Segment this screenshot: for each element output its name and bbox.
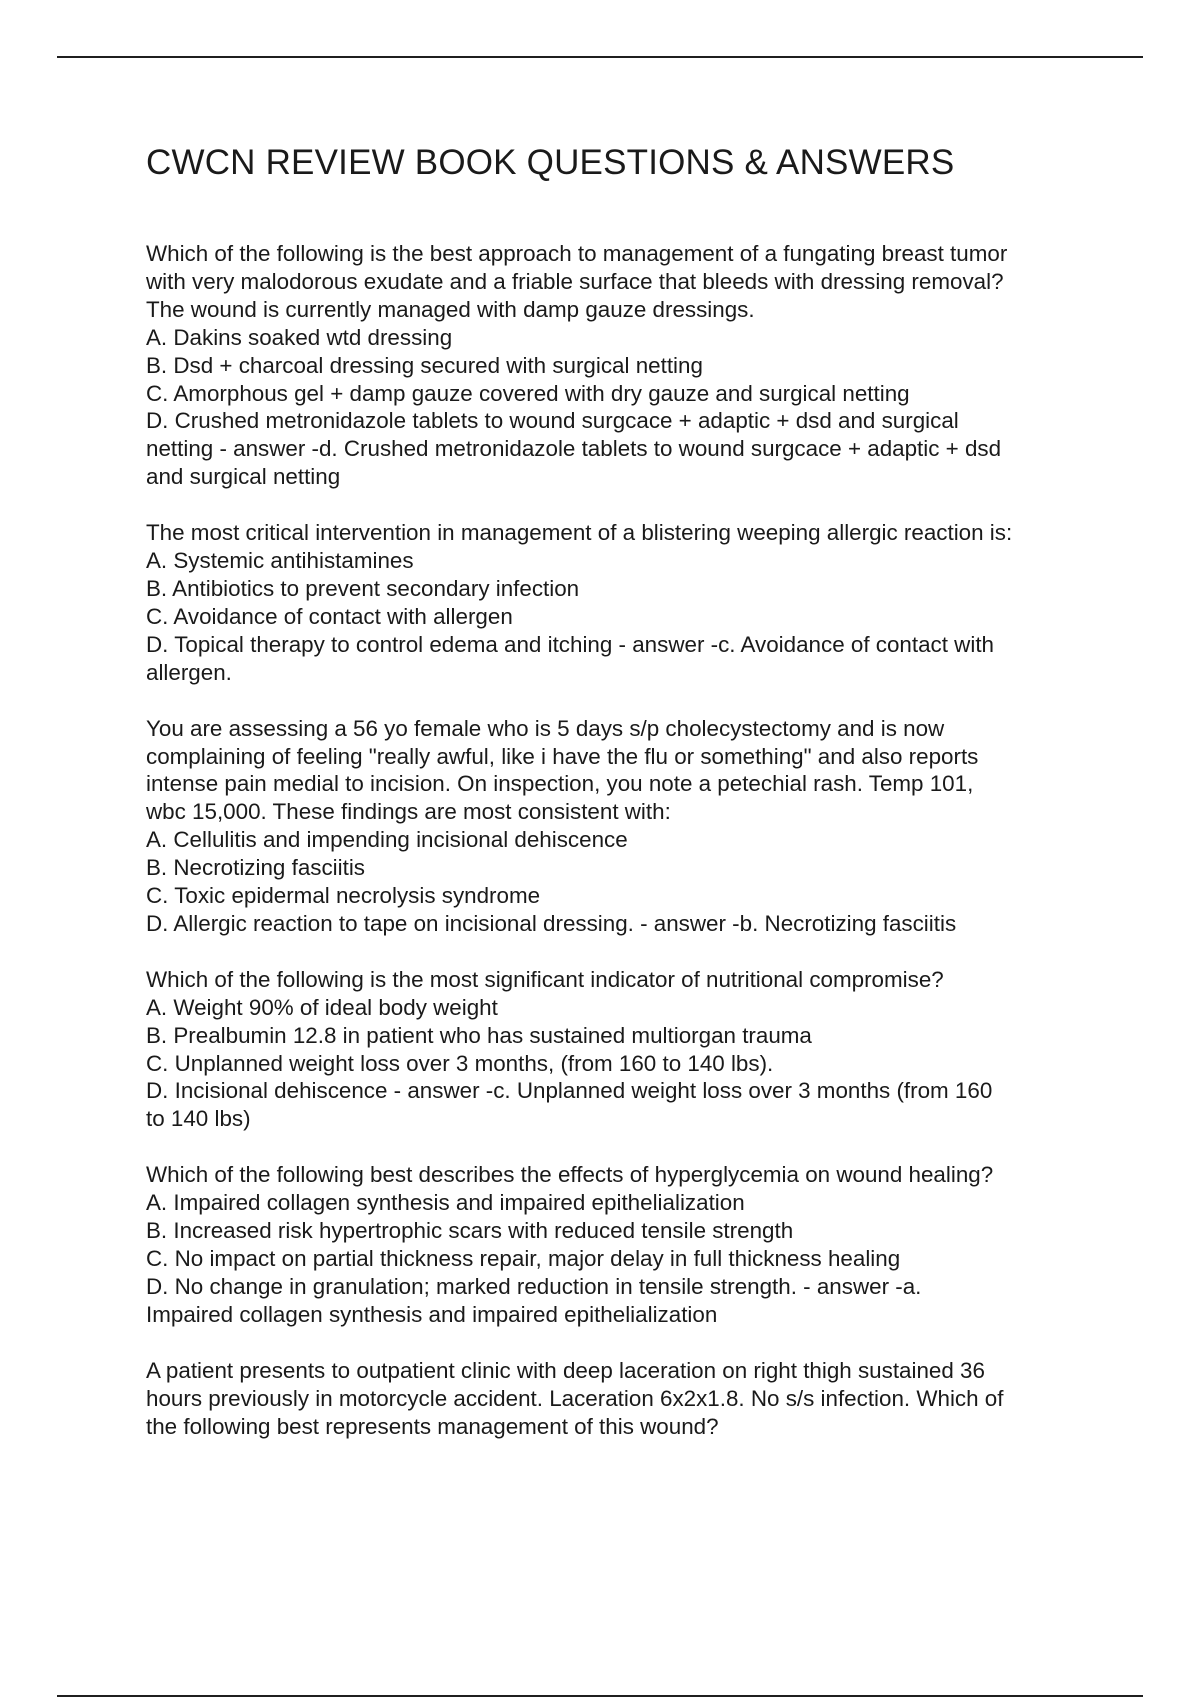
document-page xyxy=(146,140,1096,1468)
text-line: C. Unplanned weight loss over 3 months, (from 160 to 140 lbs). xyxy=(146,1050,774,1076)
text-line: A. Dakins soaked wtd dressing xyxy=(146,324,453,350)
text-line: with very malodorous exudate and a friable surface that bleeds with dressing removal? xyxy=(146,268,1004,294)
text-line: D. Crushed metronidazole tablets to wound surgcace + adaptic + dsd and surgical xyxy=(146,408,959,434)
text-line: netting - answer -d. Crushed metronidazole tablets to wound surgcace + adaptic + dsd xyxy=(146,436,1002,462)
text-line: B. Dsd + charcoal dressing secured with surgical netting xyxy=(146,352,703,378)
text-line: A. Impaired collagen synthesis and impaired epithelialization xyxy=(146,1190,745,1216)
text-line: allergen. xyxy=(146,659,232,685)
question-block xyxy=(146,519,1096,686)
text-line: D. Allergic reaction to tape on incisional dressing. - answer -b. Necrotizing fasciitis xyxy=(146,910,957,936)
text-line: D. Incisional dehiscence - answer -c. Unplanned weight loss over 3 months (from 160 xyxy=(146,1078,993,1104)
bottom-divider xyxy=(57,1695,1143,1697)
question-block xyxy=(146,240,1096,491)
text-line: C. Avoidance of contact with allergen xyxy=(146,603,513,629)
text-line: B. Antibiotics to prevent secondary infection xyxy=(146,575,580,601)
text-line: A patient presents to outpatient clinic with deep laceration on right thigh sustained 36 xyxy=(146,1357,985,1383)
text-line: A. Systemic antihistamines xyxy=(146,548,414,574)
text-line: B. Increased risk hypertrophic scars with reduced tensile strength xyxy=(146,1218,794,1244)
text-line: the following best represents management of this wound? xyxy=(146,1413,719,1439)
text-line: and surgical netting xyxy=(146,464,341,490)
text-line: You are assessing a 56 yo female who is 5 days s/p cholecystectomy and is now xyxy=(146,715,945,741)
text-line: C. Toxic epidermal necrolysis syndrome xyxy=(146,883,541,909)
question-list xyxy=(146,240,1096,1440)
text-line: C. Amorphous gel + damp gauze covered with dry gauze and surgical netting xyxy=(146,380,910,406)
text-line: D. No change in granulation; marked reduction in tensile strength. - answer -a. xyxy=(146,1273,922,1299)
question-block xyxy=(146,966,1096,1133)
text-line: Which of the following is the most significant indicator of nutritional compromise? xyxy=(146,966,944,992)
text-line: B. Necrotizing fasciitis xyxy=(146,855,365,881)
question-block xyxy=(146,1161,1096,1328)
text-line: hours previously in motorcycle accident. Laceration 6x2x1.8. No s/s infection. Which of xyxy=(146,1385,1004,1411)
text-line: Impaired collagen synthesis and impaired epithelialization xyxy=(146,1301,718,1327)
text-line: A. Weight 90% of ideal body weight xyxy=(146,994,498,1020)
text-line: A. Cellulitis and impending incisional dehiscence xyxy=(146,827,628,853)
question-block xyxy=(146,1357,1096,1441)
text-line: complaining of feeling "really awful, like i have the flu or something" and also reports xyxy=(146,743,979,769)
text-line: B. Prealbumin 12.8 in patient who has sustained multiorgan trauma xyxy=(146,1022,812,1048)
text-line: The wound is currently managed with damp gauze dressings. xyxy=(146,296,755,322)
text-line: wbc 15,000. These findings are most consistent with: xyxy=(146,799,671,825)
text-line: C. No impact on partial thickness repair, major delay in full thickness healing xyxy=(146,1246,901,1271)
text-line: to 140 lbs) xyxy=(146,1106,251,1132)
text-line: Which of the following best describes the effects of hyperglycemia on wound healing? xyxy=(146,1162,994,1188)
text-line: Which of the following is the best approach to management of a fungating breast tumor xyxy=(146,241,1008,266)
question-block xyxy=(146,715,1096,938)
top-divider xyxy=(57,56,1143,58)
text-line: intense pain medial to incision. On inspection, you note a petechial rash. Temp 101, xyxy=(146,771,974,797)
text-line: The most critical intervention in management of a blistering weeping allergic reaction is: xyxy=(146,520,1013,546)
text-line: D. Topical therapy to control edema and itching - answer -c. Avoidance of contact with xyxy=(146,631,994,657)
document-title: CWCN REVIEW BOOK QUESTIONS & ANSWERS xyxy=(146,143,955,182)
